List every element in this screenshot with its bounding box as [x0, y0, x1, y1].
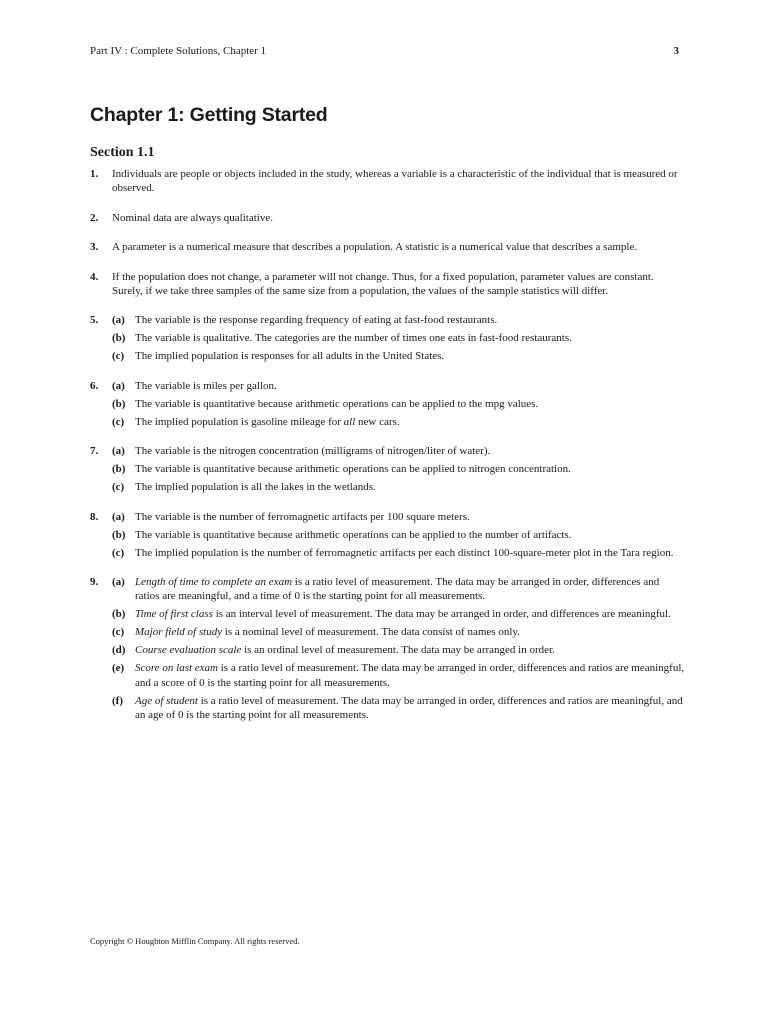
answer-part-label: (b): [112, 463, 126, 476]
answer-part-label: (d): [112, 644, 126, 657]
answer-part-text: The variable is qualitative. The categories are the number of times one eats in fast-food restaurants.: [135, 332, 572, 345]
answer-part-text: [135, 415, 685, 429]
question-item: [90, 240, 685, 254]
answer-part-label: (a): [112, 576, 125, 589]
answer-part-label: (c): [112, 350, 125, 363]
section-title: Section 1.1: [90, 145, 155, 160]
answer-text: new cars.: [355, 415, 400, 428]
emphasized-term: Length of time to complete an exam: [135, 576, 293, 589]
answer-part: [90, 510, 685, 524]
running-header-title: Part IV : Complete Solutions, Chapter 1: [90, 45, 267, 57]
question-item: [90, 270, 685, 299]
answer-text: is a nominal level of measurement. The data consist of names only.: [222, 626, 520, 639]
solutions-list: [90, 167, 685, 723]
question-answer-text: A parameter is a numerical measure that describes a population. A statistic is a numerical value that describes a sample.: [112, 241, 638, 254]
question-number: 7.: [90, 445, 99, 458]
question-item: [90, 379, 685, 429]
answer-part-label: (b): [112, 528, 126, 541]
answer-text: is a ratio level of measurement. The data may be arranged in order, differences and ratios are meaningful, and an age of 0 is the starting point for all measurements.: [135, 694, 683, 722]
answer-part-text: [135, 625, 685, 639]
emphasized-term: Score on last exam: [135, 662, 218, 675]
answer-part-text: The variable is quantitative because arithmetic operations can be applied to nitrogen concentration.: [135, 463, 571, 476]
question-answer-text: Individuals are people or objects included in the study, whereas a variable is a characteristic of the individual that is measured or observed.: [112, 168, 678, 195]
answer-part: [90, 379, 685, 393]
answer-part-label: (a): [112, 510, 125, 523]
answer-part-text: The variable is the number of ferromagnetic artifacts per 100 square meters.: [135, 510, 470, 523]
answer-part: [90, 607, 685, 621]
answer-part: [90, 694, 685, 723]
answer-text: The implied population is gasoline mileage for: [135, 415, 344, 428]
answer-part-text: [135, 607, 685, 621]
answer-part-text: The implied population is responses for all adults in the United States.: [135, 350, 445, 363]
emphasized-term: Time of first class: [135, 608, 213, 621]
answer-part-text: The variable is miles per gallon.: [135, 379, 277, 392]
question-item: [90, 575, 685, 723]
answer-part: [90, 415, 685, 429]
answer-part: [90, 331, 685, 345]
answer-part-label: (b): [112, 608, 126, 621]
answer-part: [90, 444, 685, 458]
question-number: 8.: [90, 510, 99, 523]
question-item: [90, 510, 685, 560]
answer-part-label: (a): [112, 445, 125, 458]
question-item: [90, 313, 685, 363]
answer-part-label: (e): [112, 662, 125, 675]
answer-part-label: (a): [112, 314, 125, 327]
emphasized-term: all: [343, 415, 356, 428]
answer-part-text: [135, 575, 685, 604]
copyright-footer: Copyright © Houghton Mifflin Company. All rights reserved.: [90, 936, 300, 946]
question-number: 2.: [90, 211, 99, 224]
answer-part-label: (b): [112, 397, 126, 410]
emphasized-term: Course evaluation scale: [135, 644, 242, 657]
answer-part-label: (f): [112, 694, 123, 707]
answer-part-text: [135, 661, 685, 690]
answer-text: is an ordinal level of measurement. The data may be arranged in order.: [241, 644, 555, 657]
emphasized-term: Age of student: [135, 694, 198, 707]
answer-text: is a ratio level of measurement. The data may be arranged in order, differences and ratios are meaningful, and a score of 0 is the starting point for all measurements.: [135, 662, 685, 689]
question-number: 6.: [90, 379, 99, 392]
answer-part: [90, 528, 685, 542]
answer-part-text: [135, 643, 685, 657]
answer-part: [90, 480, 685, 494]
question-number: 1.: [90, 168, 99, 180]
answer-part-text: The implied population is all the lakes in the wetlands.: [135, 481, 376, 494]
answer-part: [90, 575, 685, 604]
answer-part: [90, 625, 685, 639]
answer-part: [90, 546, 685, 560]
answer-part-text: [135, 694, 685, 723]
chapter-title: Chapter 1: Getting Started: [90, 104, 328, 126]
page-number: 3: [673, 45, 679, 57]
question-number: 4.: [90, 270, 99, 283]
question-item: [90, 167, 685, 196]
question-item: [90, 211, 685, 225]
answer-part: [90, 643, 685, 657]
answer-part-text: The variable is quantitative because arithmetic operations can be applied to the number of artifacts.: [135, 528, 572, 541]
emphasized-term: Major field of study: [135, 626, 223, 639]
answer-part: [90, 462, 685, 476]
question-number: 9.: [90, 576, 99, 589]
answer-part-label: (a): [112, 379, 125, 392]
question-number: 5.: [90, 314, 99, 327]
answer-part: [90, 397, 685, 411]
answer-part-text: The variable is the nitrogen concentration (milligrams of nitrogen/liter of water).: [135, 445, 491, 458]
answer-part-label: (c): [112, 415, 125, 428]
question-answer-text: Nominal data are always qualitative.: [112, 211, 273, 224]
answer-part: [90, 349, 685, 363]
answer-part-text: The implied population is the number of ferromagnetic artifacts per each distinct 100-square-meter plot in the Tara region.: [135, 546, 674, 559]
question-answer-text: If the population does not change, a parameter will not change. Thus, for a fixed population, parameter values are constant. Surely, if we take three samples of the same size from a population, the values of the sample statistics will differ.: [112, 270, 654, 298]
answer-part-text: The variable is quantitative because arithmetic operations can be applied to the mpg values.: [135, 397, 539, 410]
question-number: 3.: [90, 241, 99, 254]
answer-part-label: (c): [112, 626, 125, 639]
answer-part: [90, 313, 685, 327]
answer-part-label: (c): [112, 546, 125, 559]
answer-part-text: The variable is the response regarding frequency of eating at fast-food restaurants.: [135, 314, 498, 327]
answer-part-label: (c): [112, 481, 125, 494]
question-item: [90, 444, 685, 494]
answer-part: [90, 661, 685, 690]
answer-text: is a ratio level of measurement. The data may be arranged in order, differences and ratios are meaningful, and a time of 0 is the starting point for all measurements.: [135, 576, 660, 603]
answer-text: is an interval level of measurement. The data may be arranged in order, and differences are meaningful.: [212, 608, 671, 621]
answer-part-label: (b): [112, 332, 126, 345]
